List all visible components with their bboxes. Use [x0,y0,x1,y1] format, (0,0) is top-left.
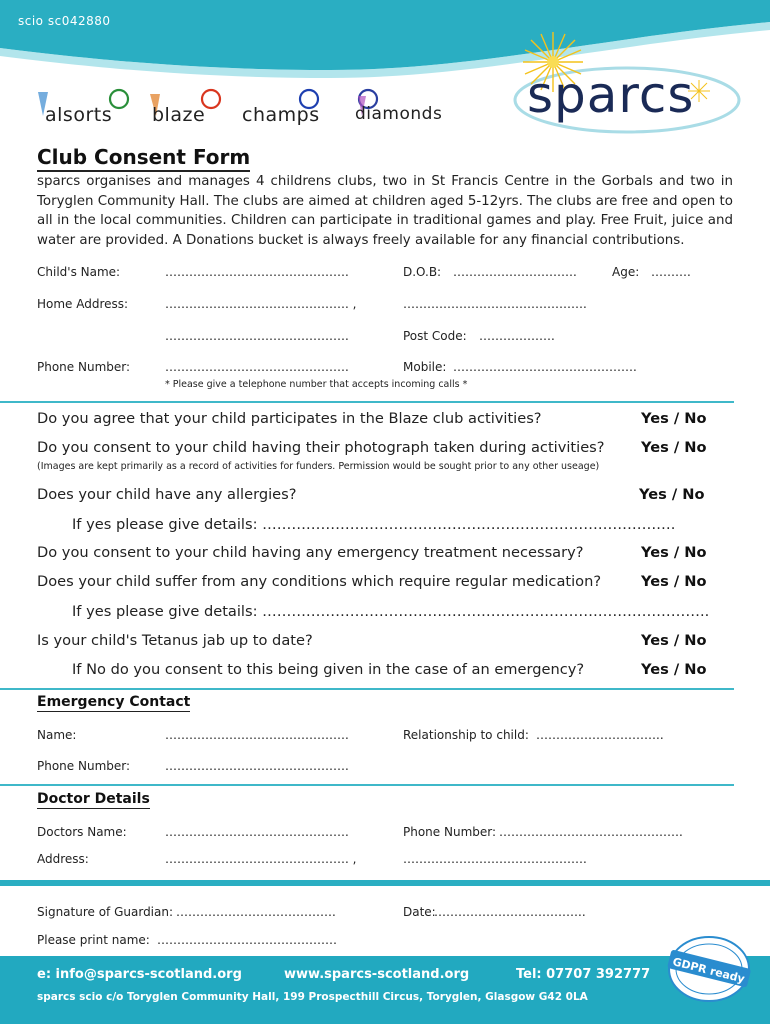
footer-address: sparcs scio c/o Toryglen Community Hall, 199 Prospecthill Circus, Toryglen, Glasgow G42 0LA [37,991,588,1003]
yes-no-toggle-q6[interactable]: Yes / No [641,632,707,649]
home-address-field-1[interactable]: ………………………………………. , [165,297,357,311]
question-medication: Does your child suffer from any conditions which require regular medication? [37,573,602,590]
divider [0,401,734,403]
home-address-field-2[interactable]: ………………………………………. [403,297,587,311]
child-name-label: Child's Name: [37,265,121,279]
emergency-phone-field[interactable]: ………………………………………. [165,759,349,773]
brand-wordmark: sparcs [527,66,695,124]
yes-no-toggle-q4[interactable]: Yes / No [641,544,707,561]
divider [0,880,770,886]
yes-no-toggle-q3[interactable]: Yes / No [639,486,705,503]
club-logo-diamonds: diamonds [355,104,443,124]
footer-website[interactable]: www.sparcs-scotland.org [284,967,470,982]
scio-number: scio sc042880 [18,14,111,28]
question-emergency-treatment: Do you consent to your child having any emergency treatment necessary? [37,544,584,561]
yes-no-toggle-q7[interactable]: Yes / No [641,661,707,678]
svg-text:GDPR ready: GDPR ready [671,955,747,986]
divider [0,688,734,690]
medication-details-field[interactable]: If yes please give details: ……………………………………………………………………………….. [72,603,710,620]
doctor-name-field[interactable]: ………………………………………. [165,825,349,839]
phone-number-label: Phone Number: [37,360,131,374]
question-photograph: Do you consent to your child having their photograph taken during activities? [37,439,605,456]
question-tetanus: Is your child's Tetanus jab up to date? [37,632,313,649]
yes-no-toggle-q1[interactable]: Yes / No [641,410,707,427]
club-logo-blaze: blaze [152,104,206,126]
divider [0,784,734,786]
intro-paragraph: sparcs organises and manages 4 childrens clubs, two in St Francis Centre in the Gorbals and two in Toryglen Community Hall. The clubs are aimed at children aged 5-12yrs. The clubs are free and open to all in the local communities. Children can participate in traditional games and play. Free Fruit, juice and water are provided. A Donations bucket is always freely available for any financial contributions. [37,174,733,248]
club-logo-champs: champs [242,104,320,126]
footer-telephone: Tel: 07707 392777 [516,967,651,982]
age-label: Age: [612,265,640,279]
yes-no-toggle-q2[interactable]: Yes / No [641,439,707,456]
print-name-field[interactable]: ……………………………………… [157,933,337,947]
postcode-field[interactable]: ………………. [479,329,555,343]
gdpr-badge-icon [666,934,752,1004]
phone-note: * Please give a telephone number that accepts incoming calls * [165,379,468,390]
allergy-details-field[interactable]: If yes please give details: …………………………………………………………………………. [72,516,676,533]
age-field[interactable]: ………. [651,265,691,279]
date-label: Date: [403,905,436,919]
guardian-signature-field[interactable]: …………………………………. [176,905,336,919]
relationship-label: Relationship to child: [403,728,529,742]
relationship-field[interactable]: ………………………….. [536,728,664,742]
date-field[interactable]: ……………………………….. [434,905,586,919]
home-address-label: Home Address: [37,297,129,311]
doctor-details-heading: Doctor Details [37,791,150,807]
sparcs-logo [505,18,760,136]
dob-field[interactable]: …………………………. [453,265,577,279]
guardian-signature-label: Signature of Guardian: [37,905,174,919]
mobile-field[interactable]: ………………………………………. [453,360,637,374]
doctor-phone-label: Phone Number: [403,825,497,839]
doctor-address-field-1[interactable]: ………………………………………. , [165,852,357,866]
doctor-address-field-2[interactable]: ………………………………………. [403,852,587,866]
doctor-address-label: Address: [37,852,89,866]
yes-no-toggle-q5[interactable]: Yes / No [641,573,707,590]
photograph-note: (Images are kept primarily as a record of activities for funders. Permission would be sought prior to any other useage) [37,461,600,472]
form-title: Club Consent Form [37,144,250,172]
postcode-label: Post Code: [403,329,467,343]
emergency-name-field[interactable]: ………………………………………. [165,728,349,742]
question-tetanus-consent: If No do you consent to this being given in the case of an emergency? [72,661,585,678]
emergency-contact-heading: Emergency Contact [37,694,191,710]
emergency-phone-label: Phone Number: [37,759,131,773]
doctor-phone-field[interactable]: ………………………………………. [499,825,683,839]
question-blaze-participation: Do you agree that your child participates in the Blaze club activities? [37,410,542,427]
child-name-field[interactable]: ………………………………………. [165,265,349,279]
club-logo-alsorts: alsorts [45,104,113,126]
emergency-name-label: Name: [37,728,77,742]
mobile-label: Mobile: [403,360,447,374]
print-name-label: Please print name: [37,933,150,947]
doctor-name-label: Doctors Name: [37,825,127,839]
phone-number-field[interactable]: ………………………………………. [165,360,349,374]
question-allergies: Does your child have any allergies? [37,486,297,503]
dob-label: D.O.B: [403,265,442,279]
footer-email[interactable]: e: info@sparcs-scotland.org [37,967,242,982]
home-address-field-3[interactable]: ………………………………………. [165,329,349,343]
